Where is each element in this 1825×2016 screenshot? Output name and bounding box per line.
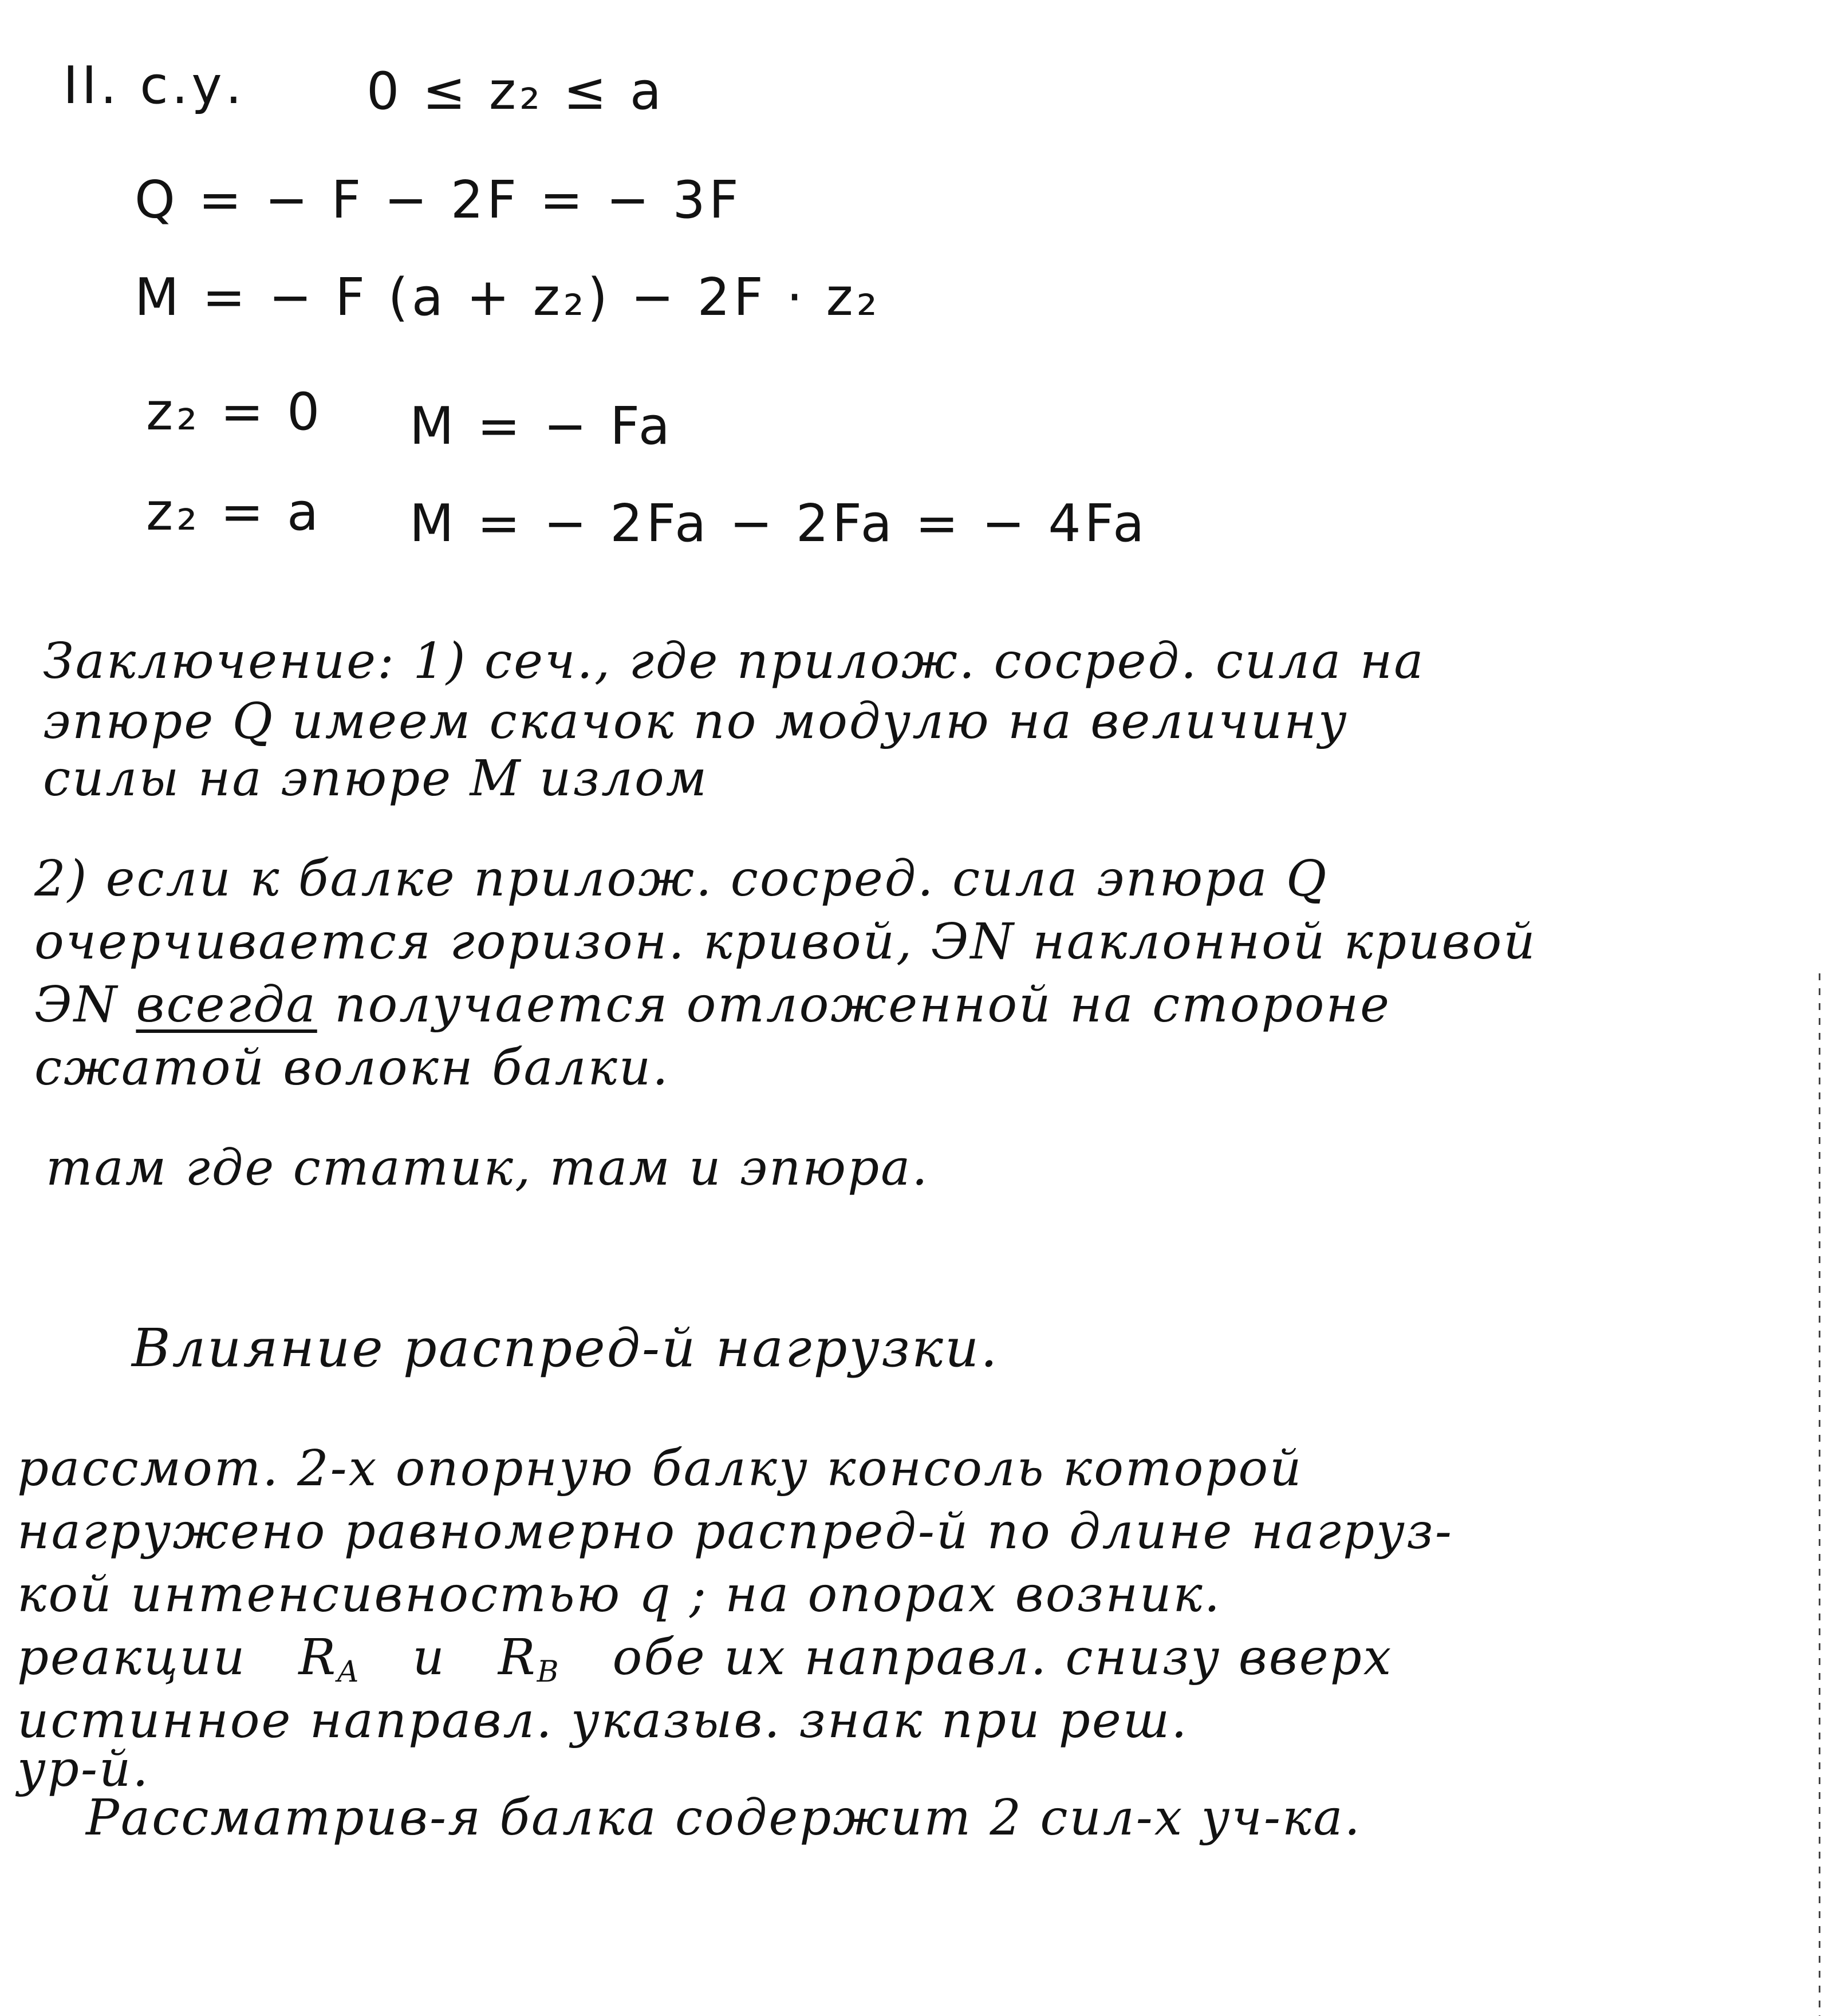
case-za-moment: M = − 2Fa − 2Fa = − 4Fa: [409, 494, 1148, 554]
remark-line: там где статик, там и эпюра.: [46, 1139, 929, 1197]
section-heading: Влияние распред-й нагрузки.: [132, 1317, 999, 1379]
always-underlined: всегда: [136, 976, 317, 1033]
point2-en-label: ЭN: [34, 976, 119, 1033]
point2-line: [34, 973, 1391, 1036]
moment-equation: M = − F (a + z₂) − 2F · z₂: [135, 267, 881, 328]
reaction-ra: $R_A$: [298, 1629, 361, 1689]
case-z0-condition: z₂ = 0: [146, 382, 324, 442]
paragraph-line: истинное направл. указыв. знак при реш.: [17, 1692, 1189, 1749]
final-line: Рассматрив-я балка содержит 2 сил-х уч-ка.: [86, 1789, 1362, 1847]
conclusion-line: силы на эпюре M излом: [43, 750, 709, 807]
conclusion-line: эпюре Q имеем скачок по модулю на величину: [43, 693, 1349, 750]
paragraph-line: нагружено равномерно распред-й по длине нагруз-: [17, 1503, 1453, 1560]
point2-line3-rest: получается отложенной на стороне: [334, 976, 1391, 1033]
reaction-rb: $R_B$: [498, 1629, 561, 1689]
case-z0-moment: M = − Fa: [409, 396, 673, 456]
z2-range: 0 ≤ z₂ ≤ a: [366, 61, 665, 121]
point2-line: очерчивается горизон. кривой, ЭN наклонной кривой: [34, 913, 1537, 970]
paragraph-line: кой интенсивностью q ; на опорах возник.: [17, 1566, 1222, 1623]
paragraph-line: ур-й.: [17, 1741, 150, 1798]
point2-line: сжатой волокн балки.: [34, 1039, 670, 1096]
shear-force-equation: Q = − F − 2F = − 3F: [135, 170, 742, 230]
paragraph-line4-rest: обе их направл. снизу вверх: [612, 1629, 1393, 1686]
paragraph-line: рассмот. 2-х опорную балку консоль которой: [17, 1440, 1303, 1497]
page-edge-line: [1819, 973, 1820, 2016]
reactions-word: реакции: [17, 1629, 247, 1686]
conclusion-line: Заключение: 1) сеч., где прилож. сосред. сила на: [43, 633, 1425, 690]
conjunction: и: [412, 1629, 446, 1686]
case-za-condition: z₂ = a: [146, 482, 322, 542]
section-label: II. с.у.: [63, 56, 246, 116]
point2-line: 2) если к балке прилож. сосред. сила эпюра Q: [34, 850, 1329, 908]
